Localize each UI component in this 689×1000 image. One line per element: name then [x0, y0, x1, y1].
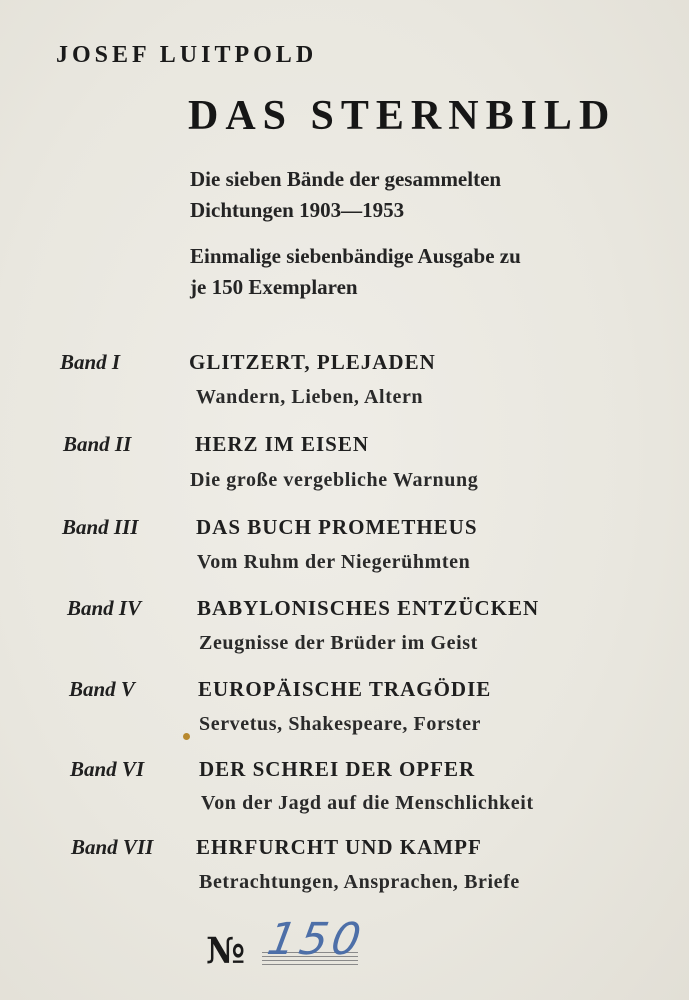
volume-subtitle: Servetus, Shakespeare, Forster	[199, 713, 482, 735]
book-title: DAS STERNBILD	[188, 93, 617, 139]
volume-subtitle: Von der Jagd auf die Menschlichkeit	[201, 792, 534, 814]
handwritten-copy-number: 150	[263, 914, 369, 965]
edition-note	[190, 241, 521, 303]
edition-line: Einmalige siebenbändige Ausgabe zu	[190, 244, 521, 268]
description-line: Die sieben Bände der gesammelten	[190, 167, 502, 191]
volume-title: DER SCHREI DER OPFER	[199, 757, 476, 781]
description-line: Dichtungen 1903—1953	[190, 198, 405, 222]
volume-title: EUROPÄISCHE TRAGÖDIE	[198, 677, 492, 701]
volume-subtitle: Vom Ruhm der Niegerühmten	[197, 551, 471, 573]
volume-band-label: Band IV	[67, 596, 142, 620]
volume-band-label: Band I	[60, 350, 121, 374]
volume-subtitle: Betrachtungen, Ansprachen, Briefe	[199, 871, 520, 893]
volume-title: HERZ IM EISEN	[195, 432, 370, 456]
volume-title: DAS BUCH PROMETHEUS	[196, 515, 478, 539]
volume-band-label: Band VI	[70, 757, 145, 781]
collection-description	[190, 164, 501, 226]
volume-band-label: Band III	[62, 515, 139, 539]
edition-line: je 150 Exemplaren	[190, 275, 358, 299]
volume-subtitle: Wandern, Lieben, Altern	[196, 386, 424, 408]
volume-title: BABYLONISCHES ENTZÜCKEN	[197, 596, 540, 620]
author-name: JOSEF LUITPOLD	[56, 42, 318, 68]
volume-title: EHRFURCHT UND KAMPF	[196, 835, 482, 859]
numero-sign: №	[206, 930, 246, 972]
volume-band-label: Band II	[63, 432, 132, 456]
volume-title: GLITZERT, PLEJADEN	[189, 350, 436, 374]
volume-band-label: Band VII	[71, 835, 154, 859]
volume-band-label: Band V	[69, 677, 135, 701]
volume-subtitle: Zeugnisse der Brüder im Geist	[199, 632, 478, 654]
volume-subtitle: Die große vergebliche Warnung	[190, 469, 479, 491]
paper-speck	[183, 733, 190, 740]
